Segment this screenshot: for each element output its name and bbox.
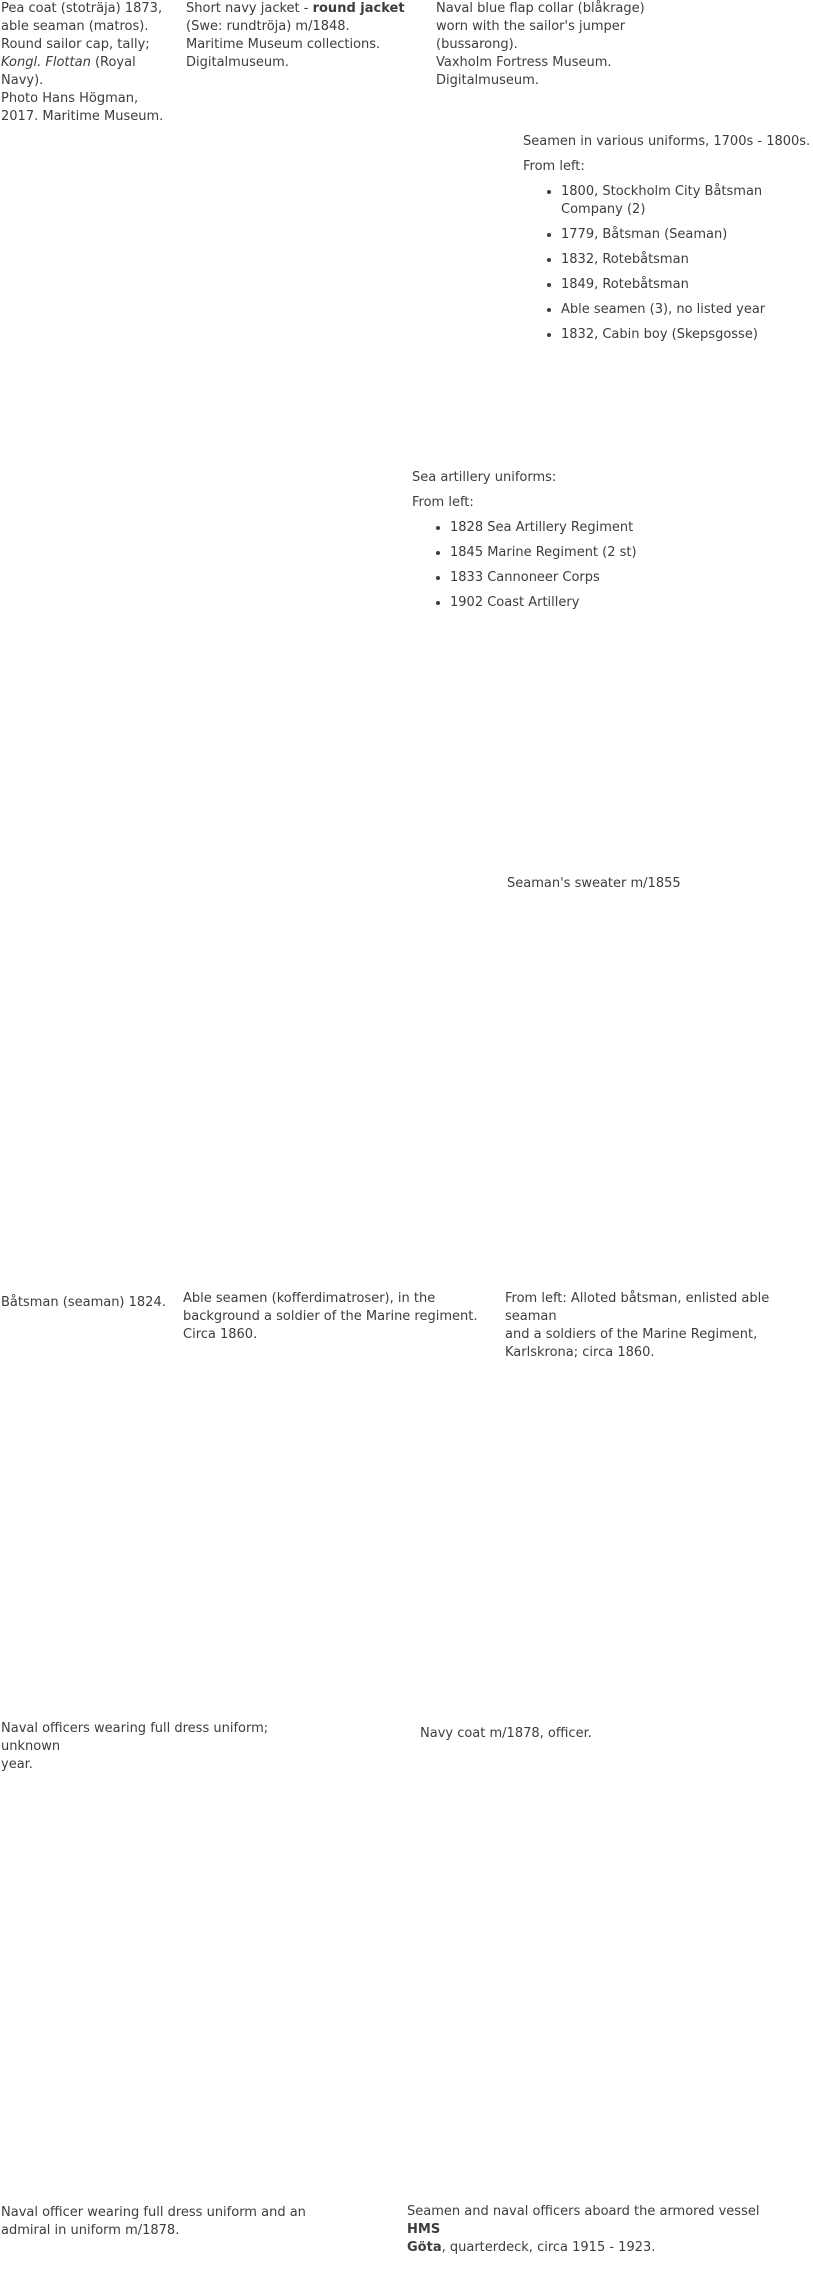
able-seamen-caption bbox=[183, 1290, 483, 1344]
officer-admiral-line-2: admiral in uniform m/1878. bbox=[1, 2223, 180, 2238]
alloted-caption bbox=[505, 1290, 813, 1362]
list-item: • 1832, Cabin boy (Skepsgosse) bbox=[561, 326, 813, 344]
able-seamen-line-1: Able seamen (kofferdimatroser), in the bbox=[183, 1291, 436, 1306]
sweater-caption bbox=[507, 875, 757, 893]
able-seamen-line-2: background a soldier of the Marine regiment. bbox=[183, 1309, 478, 1324]
seamen-uniforms-title: Seamen in various uniforms, 1700s - 1800s. bbox=[523, 134, 811, 149]
list-item: • 1849, Rotebåtsman bbox=[561, 276, 813, 294]
hms-gota-ship-prefix: HMS bbox=[407, 2222, 441, 2237]
officers-full-dress-caption bbox=[1, 1720, 331, 1774]
alloted-line-2: and a soldiers of the Marine Regiment, bbox=[505, 1327, 758, 1342]
alloted-line-3: Karlskrona; circa 1860. bbox=[505, 1345, 655, 1360]
flap-collar-caption bbox=[436, 0, 676, 90]
list-item: • 1828 Sea Artillery Regiment bbox=[450, 519, 692, 537]
sea-artillery-title: Sea artillery uniforms: bbox=[412, 470, 557, 485]
seamen-uniforms-from-left: From left: bbox=[523, 159, 585, 174]
seamen-uniforms-caption bbox=[523, 133, 813, 344]
hms-gota-ship-name: Göta bbox=[407, 2240, 442, 2255]
round-jacket-line-3: Maritime Museum collections. bbox=[186, 37, 381, 52]
round-jacket-line-1-pre: Short navy jacket - bbox=[186, 1, 313, 16]
list-item: • 1832, Rotebåtsman bbox=[561, 251, 813, 269]
pea-coat-line-6: 2017. Maritime Museum. bbox=[1, 109, 164, 124]
round-jacket-line-4: Digitalmuseum. bbox=[186, 55, 289, 70]
pea-coat-line-2: able seaman (matros). bbox=[1, 19, 149, 34]
officers-full-dress-line-2: year. bbox=[1, 1757, 33, 1772]
flap-collar-line-2: worn with the sailor's jumper bbox=[436, 19, 626, 34]
list-item: • Able seamen (3), no listed year bbox=[561, 301, 813, 319]
navy-coat-text: Navy coat m/1878, officer. bbox=[420, 1726, 592, 1741]
round-jacket-line-2: (Swe: rundtröja) m/1848. bbox=[186, 19, 350, 34]
navy-coat-caption bbox=[420, 1725, 670, 1743]
round-jacket-term: round jacket bbox=[312, 1, 405, 16]
hms-gota-line-1 bbox=[407, 2203, 767, 2239]
able-seamen-line-3: Circa 1860. bbox=[183, 1327, 258, 1342]
pea-coat-line-4-rest: (Royal Navy). bbox=[1, 55, 136, 88]
flap-collar-line-5: Digitalmuseum. bbox=[436, 73, 539, 88]
pea-coat-line-1: Pea coat (stoträja) 1873, bbox=[1, 1, 163, 16]
batsman-1824-text: Båtsman (seaman) 1824. bbox=[1, 1295, 166, 1310]
list-item: • 1833 Cannoneer Corps bbox=[450, 569, 692, 587]
sea-artillery-caption bbox=[412, 469, 692, 612]
seamen-uniforms-list bbox=[523, 183, 813, 344]
batsman-1824-caption bbox=[1, 1294, 171, 1312]
flap-collar-line-1: Naval blue flap collar (blåkrage) bbox=[436, 1, 645, 16]
hms-gota-line-2-rest: , quarterdeck, circa 1915 - 1923. bbox=[441, 2240, 656, 2255]
list-item: • 1779, Båtsman (Seaman) bbox=[561, 226, 813, 244]
officer-admiral-line-1: Naval officer wearing full dress uniform and an bbox=[1, 2205, 306, 2220]
hms-gota-line-1-pre: Seamen and naval officers aboard the armored vessel bbox=[407, 2204, 760, 2219]
round-jacket-caption bbox=[186, 0, 406, 72]
sweater-text: Seaman's sweater m/1855 bbox=[507, 876, 681, 891]
flap-collar-line-4: Vaxholm Fortress Museum. bbox=[436, 55, 612, 70]
hms-gota-caption bbox=[407, 2203, 767, 2257]
alloted-line-1: From left: Alloted båtsman, enlisted able seaman bbox=[505, 1291, 770, 1324]
flap-collar-line-3: (bussarong). bbox=[436, 37, 518, 52]
officer-admiral-caption bbox=[1, 2204, 331, 2240]
sea-artillery-list bbox=[412, 519, 692, 612]
sea-artillery-from-left: From left: bbox=[412, 495, 474, 510]
pea-coat-caption bbox=[1, 0, 171, 126]
pea-coat-line-3: Round sailor cap, tally; bbox=[1, 37, 150, 52]
round-jacket-line-1 bbox=[186, 0, 406, 18]
pea-coat-line-5: Photo Hans Högman, bbox=[1, 91, 139, 106]
list-item: • 1800, Stockholm City Båtsman Company (2) bbox=[561, 183, 813, 219]
pea-coat-navy-name: Kongl. Flottan bbox=[1, 55, 91, 70]
hms-gota-line-2 bbox=[407, 2239, 767, 2257]
list-item: • 1845 Marine Regiment (2 st) bbox=[450, 544, 692, 562]
officers-full-dress-line-1: Naval officers wearing full dress uniform; unknown bbox=[1, 1721, 269, 1754]
pea-coat-line-4 bbox=[1, 54, 171, 90]
list-item: • 1902 Coast Artillery bbox=[450, 594, 692, 612]
